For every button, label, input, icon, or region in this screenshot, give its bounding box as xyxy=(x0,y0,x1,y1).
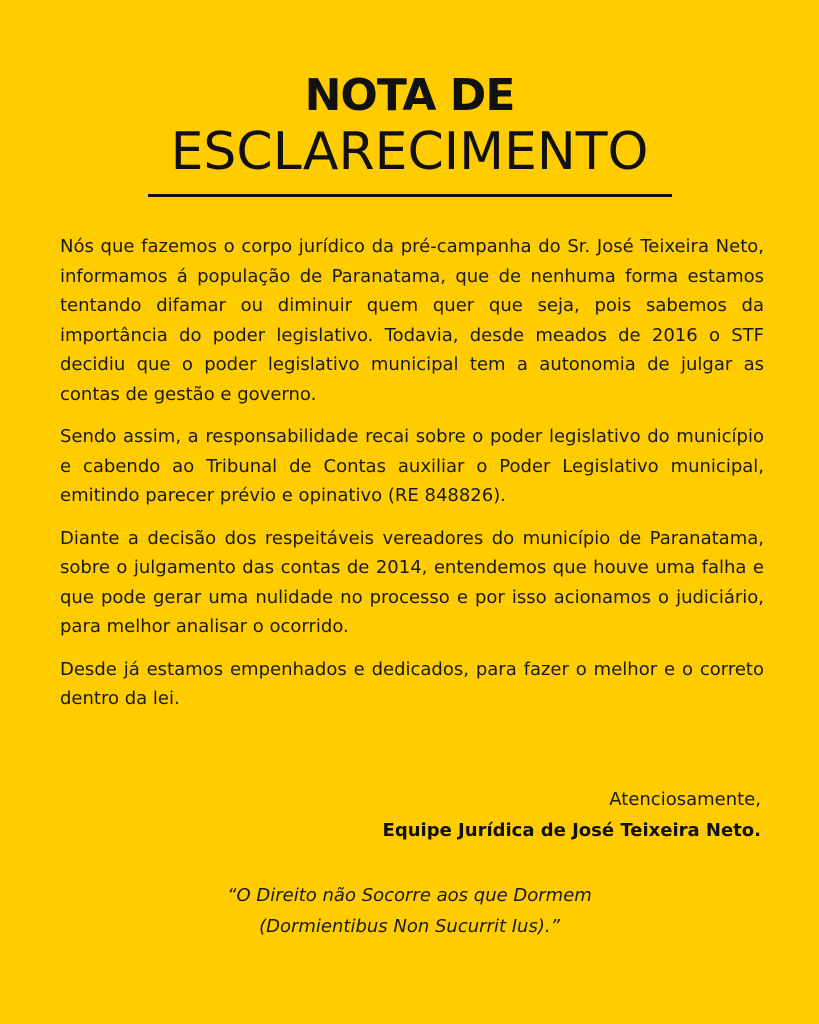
paragraph-2: Sendo assim, a responsabilidade recai sobre o poder legislativo do município e cabendo ao Tribunal de Contas auxiliar o Poder Legislativo municipal, emitindo parecer prévio e opinativo (RE 848826). xyxy=(60,426,764,506)
paragraph-1: Nós que fazemos o corpo jurídico da pré-campanha do Sr. José Teixeira Neto, informamos á população de Paranatama, que de nenhuma forma estamos tentando difamar ou diminuir quem quer que seja, pois sabemos da importância do poder legislativo. Todavia, desde meados de 2016 o STF decidiu que o poder legislativo municipal tem a autonomia de julgar as contas de gestão e governo. xyxy=(60,236,764,405)
quote-line-1: “O Direito não Socorre aos que Dormem xyxy=(227,885,592,906)
paragraph-3: Diante a decisão dos respeitáveis vereadores do município de Paranatama, sobre o julgamento das contas de 2014, entendemos que houve uma falha e que pode gerar uma nulidade no processo e por isso acionamos o judiciário, para melhor analisar o ocorrido. xyxy=(60,527,764,637)
paragraph-4: Desde já estamos empenhados e dedicados, para fazer o melhor e o correto dentro da lei. xyxy=(60,658,764,709)
title-block xyxy=(0,72,819,182)
body-text xyxy=(60,232,764,727)
quote-line-2: (Dormientibus Non Sucurrit Ius).” xyxy=(259,916,560,937)
salutation: Atenciosamente, xyxy=(609,789,761,810)
title-divider xyxy=(148,194,672,197)
signature: Equipe Jurídica de José Teixeira Neto. xyxy=(382,820,761,841)
closing-block xyxy=(383,784,761,846)
quote-block xyxy=(0,880,819,942)
title-line-1: NOTA DE xyxy=(304,70,515,121)
title-line-2: ESCLARECIMENTO xyxy=(170,122,649,182)
